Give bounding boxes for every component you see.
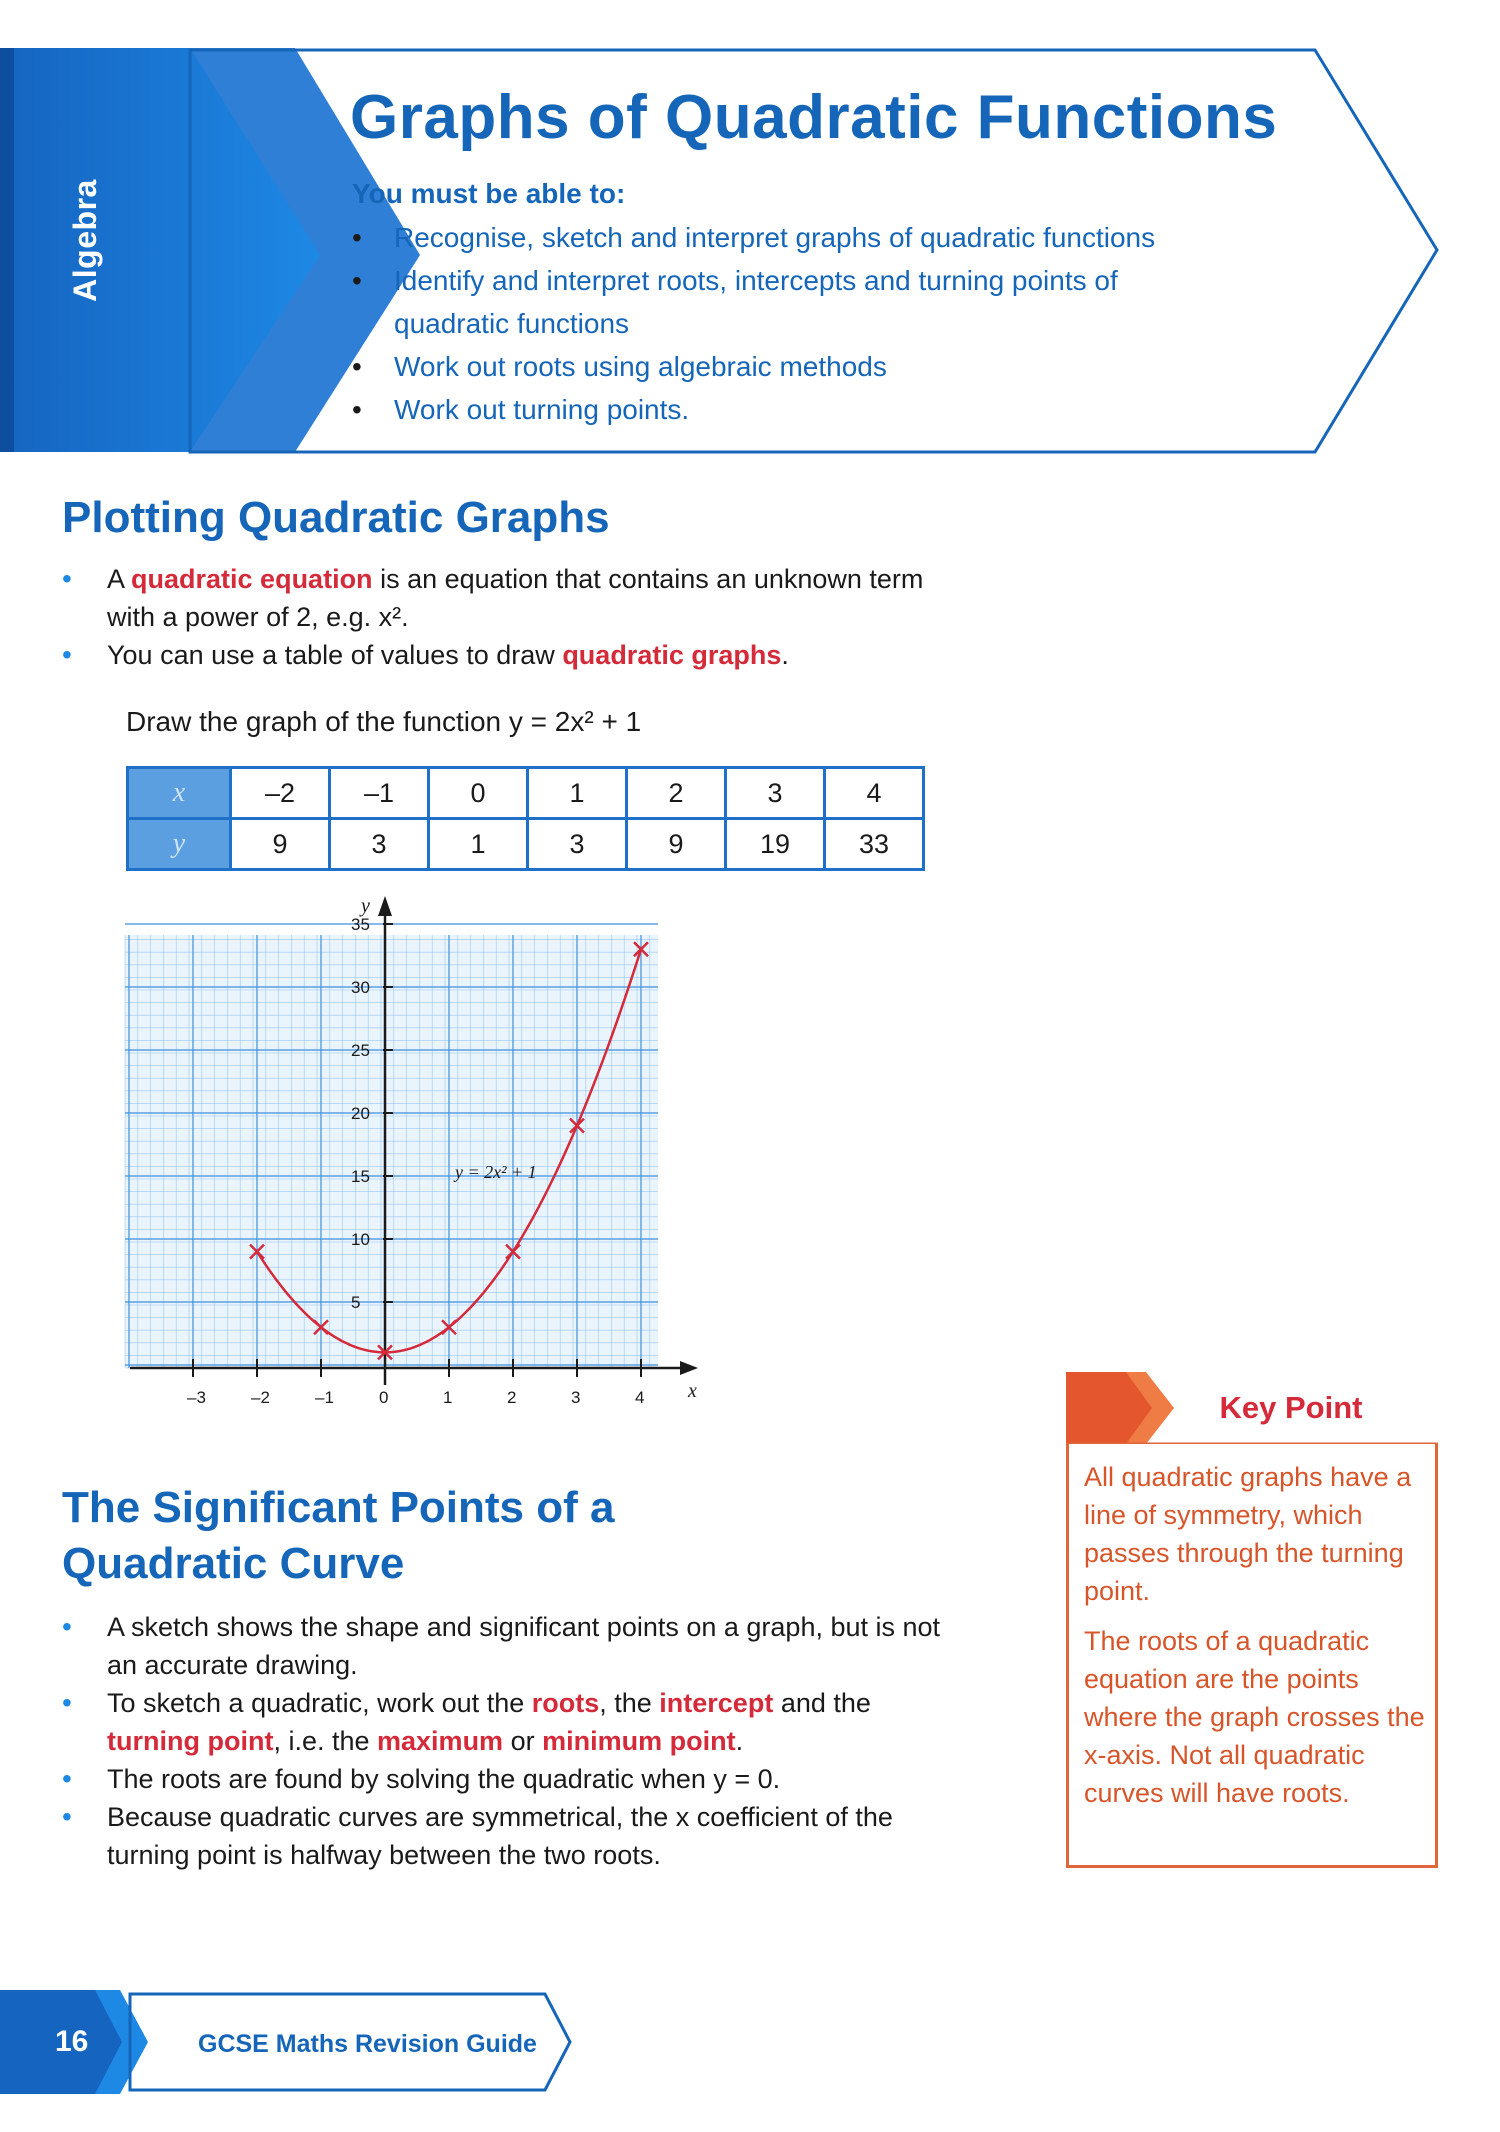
x-tick-label: 4	[635, 1388, 645, 1407]
x-axis-arrow-icon	[680, 1361, 698, 1375]
page-title: Graphs of Quadratic Functions	[350, 83, 1278, 152]
table-cell: –1	[330, 768, 429, 819]
objective-item: • Identify and interpret roots, intercepts and turning points of quadratic functions	[352, 259, 1252, 345]
table-header-x: x	[128, 768, 231, 819]
plotting-heading: Plotting Quadratic Graphs	[62, 493, 610, 542]
x-tick-label: 3	[571, 1388, 581, 1407]
y-tick-label: 25	[351, 1041, 370, 1060]
objective-item: • Recognise, sketch and interpret graphs of quadratic functions	[352, 216, 1252, 259]
x-tick-label: –1	[315, 1388, 334, 1407]
y-tick-label: 10	[351, 1230, 370, 1249]
graph-instruction: Draw the graph of the function y = 2x² + 1	[126, 706, 642, 737]
objective-item: • Work out roots using algebraic methods	[352, 345, 1252, 388]
page-number: 16	[55, 2025, 89, 2058]
grid-background	[125, 935, 658, 1368]
table-cell: –2	[231, 768, 330, 819]
table-cell: 19	[726, 819, 825, 870]
x-tick-label: 1	[443, 1388, 453, 1407]
y-tick-label: 20	[351, 1104, 370, 1123]
significant-heading	[62, 1480, 614, 1592]
table-cell: 9	[231, 819, 330, 870]
x-tick-label: –3	[187, 1388, 206, 1407]
values-table	[126, 766, 925, 871]
objective-item: • Work out turning points.	[352, 388, 1252, 431]
y-axis-arrow-icon	[378, 896, 392, 916]
quadratic-graph	[100, 890, 720, 1430]
list-item: • A quadratic equation is an equation that contains an unknown term with a power of 2, e.g. x².	[62, 560, 962, 636]
table-cell: 4	[825, 768, 924, 819]
key-point-para1: All quadratic graphs have a line of symmetry, which passes through the turning point.	[1084, 1462, 1412, 1606]
x-tick-label: 2	[507, 1388, 517, 1407]
key-point-title: Key Point	[1219, 1390, 1363, 1425]
y-tick-label: 35	[351, 915, 370, 934]
table-row	[128, 768, 924, 819]
key-point-para2: The roots of a quadratic equation are the points where the graph crosses the x-axis. Not all quadratic curves will have roots.	[1084, 1626, 1425, 1808]
y-axis-label: y	[361, 895, 370, 917]
table-row	[128, 819, 924, 870]
table-cell: 3	[330, 819, 429, 870]
list-item: • To sketch a quadratic, work out the roots, the intercept and the turning point, i.e. the maximum or minimum point.	[62, 1684, 967, 1760]
table-cell: 1	[429, 819, 528, 870]
list-item: • Because quadratic curves are symmetrical, the x coefficient of the turning point is halfway between the two roots.	[62, 1798, 967, 1874]
list-item: • The roots are found by solving the quadratic when y = 0.	[62, 1760, 967, 1798]
table-cell: 1	[528, 768, 627, 819]
x-tick-label: –2	[251, 1388, 270, 1407]
significant-heading-line2: Quadratic Curve	[62, 1539, 405, 1588]
table-cell: 2	[627, 768, 726, 819]
plotting-bullets	[62, 560, 962, 674]
significant-bullets	[62, 1608, 967, 1874]
footer-book-title: GCSE Maths Revision Guide	[198, 2030, 537, 2058]
objectives-list	[352, 216, 1252, 431]
table-cell: 9	[627, 819, 726, 870]
x-tick-label: 0	[379, 1388, 389, 1407]
y-tick-label: 5	[351, 1293, 361, 1312]
objectives-heading: You must be able to:	[352, 178, 626, 209]
equation-label: y = 2x² + 1	[455, 1162, 537, 1182]
list-item: • You can use a table of values to draw quadratic graphs.	[62, 636, 962, 674]
table-cell: 3	[528, 819, 627, 870]
table-cell: 3	[726, 768, 825, 819]
table-cell: 0	[429, 768, 528, 819]
x-axis-label: x	[688, 1380, 697, 1402]
section-label: Algebra	[66, 178, 103, 302]
table-cell: 33	[825, 819, 924, 870]
y-tick-label: 30	[351, 978, 370, 997]
table-header-y: y	[128, 819, 231, 870]
y-tick-label: 15	[351, 1167, 370, 1186]
list-item: • A sketch shows the shape and significant points on a graph, but is not an accurate drawing.	[62, 1608, 967, 1684]
significant-heading-line1: The Significant Points of a	[62, 1483, 615, 1532]
